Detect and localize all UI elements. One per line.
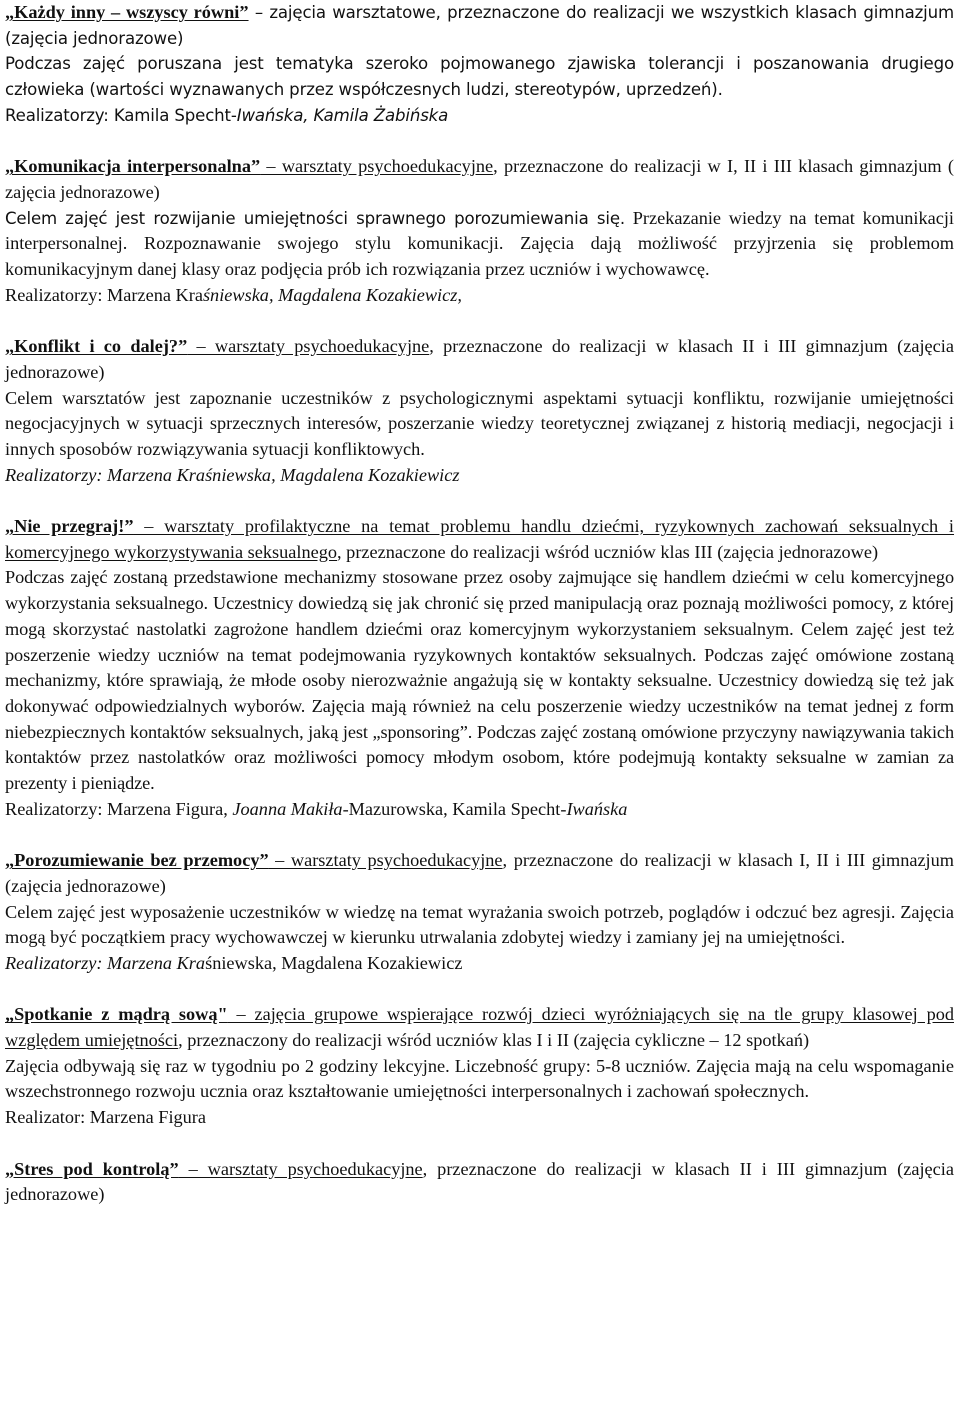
workshop-description: , przeznaczone do realizacji wśród uczniów klas III (zajęcia jednorazowe) [337, 541, 879, 562]
workshop-header [5, 1157, 954, 1208]
workshop-komunikacja [5, 154, 954, 308]
workshop-description: – zajęcia warsztatowe, przeznaczone do realizacji we wszystkich klasach gimnazjum (zajęcia jednorazowe) [5, 3, 955, 48]
workshop-description: , przeznaczone do realizacji w klasach II i III gimnazjum (zajęcia jednorazowe) [5, 1158, 954, 1205]
workshop-title: „Komunikacja interpersonalna” [5, 156, 261, 177]
workshop-body: Podczas zajęć zostaną przedstawione mechanizmy stosowane przez osoby zajmujące się handlem dziećmi w celu komercyjnego wykorzystania seksualnego. Uczestnicy dowiedzą się jak chronić się przed manipulacją oraz poznają możliwości pomocy, z której mogą skorzystać nastolatki zagrożone handlem dziećmi oraz komercyjnym wykorzystaniem seksualnym. Celem zajęć jest też poszerzenie wiedzy uczniów na temat podejmowania ryzykownych kontaktów seksualnych. Podczas zajęć omówione zostaną mechanizmy, które sprawiają, że młode osoby nierozważnie angażują się w kontakty seksualne. Uczestnicy dowiedzą się też jak dokonywać odpowiedzialnych wyborów. Zajęcia mają również na celu poszerzenie wiedzy uczestników na temat jednej z form niebezpiecznych kontaktów seksualnych, jaką jest „sponsoring”. Podczas zajęć zostaną omówione przyczyny nawiązywania takich kontaktów przez nastolatków oraz możliwości pomocy młodym osobom, które podejmują kontakty seksualne w zamian za prezenty i pieniądze. [5, 567, 954, 794]
workshop-realizers: Realizatorzy: Marzena Kraśniewska, Magdalena Kozakiewicz [5, 464, 460, 485]
workshop-title: „Stres pod kontrolą” [5, 1158, 179, 1179]
workshop-realizers [5, 283, 954, 309]
workshop-type: – warsztaty psychoedukacyjne [260, 156, 494, 177]
realizers-text-italic: Joanna Makiła- [232, 798, 349, 819]
workshop-header [5, 848, 954, 899]
workshop-body [5, 206, 954, 283]
workshop-stres [5, 1157, 954, 1208]
workshop-realizers: Realizator: Marzena Figura [5, 1107, 207, 1128]
workshop-body-sans: Celem zajęć jest rozwijanie umiejętności sprawnego porozumiewania się. [5, 208, 626, 228]
workshop-title: „Konflikt i co dalej?” [5, 336, 188, 357]
workshop-kazdy-inny [5, 0, 954, 129]
workshop-type: – warsztaty profilaktyczne na temat problemu handlu dziećmi, ryzykownych zachowań seksualnych i komercyjnego wykorzystywania seksualnego [5, 516, 955, 562]
workshop-realizers [5, 797, 954, 823]
workshop-description: , przeznaczone do realizacji w I, II i III klasach gimnazjum ( zajęcia jednorazowe) [5, 156, 954, 202]
realizers-text-italic: Realizatorzy: Marzena Kra [5, 952, 206, 973]
workshop-madra-sowa [5, 1002, 954, 1131]
workshop-title: „Każdy inny – wszyscy równi” [5, 2, 249, 22]
realizers-text-2: Mazurowska, Kamila Specht- [348, 798, 567, 819]
realizers-text-italic-2: Iwańska [566, 798, 628, 819]
workshop-header [5, 154, 954, 205]
workshop-body: Celem warsztatów jest zapoznanie uczestników z psychologicznymi aspektami sytuacji konfliktu, rozwijanie umiejętności negocjacyjnych w sytuacji sprzecznych interesów, poszerzanie wiedzy teoretycznej związanej z historią mediacji, negocjacji i innych sposobów rozwiązywania sytuacji konfliktowych. [5, 387, 954, 459]
workshop-nie-przegraj [5, 514, 954, 822]
workshop-porozumiewanie [5, 848, 954, 977]
workshop-type: – zajęcia grupowe wspierające rozwój dzieci wyróżniających się na tle grupy klasowej pod względem umiejętności [5, 1004, 954, 1051]
realizers-text-italic: śniewska, Magdalena Kozakiewicz, [202, 284, 462, 305]
workshop-type: – warsztaty psychoedukacyjne [178, 1158, 423, 1179]
workshop-title: „Spotkanie z mądrą sową" [5, 1004, 228, 1025]
workshop-body: Podczas zajęć poruszana jest tematyka szeroko pojmowanego zjawiska tolerancji i poszanowania drugiego człowieka (wartości wyznawanych przez współczesnych ludzi, stereotypów, uprzedzeń). [5, 54, 954, 100]
realizers-text: śniewska, Magdalena Kozakiewicz [205, 952, 463, 973]
realizers-text-italic: Iwańska, Kamila Żabińska [236, 105, 449, 125]
workshop-realizers [5, 103, 954, 129]
workshop-header [5, 1002, 954, 1053]
workshop-header [5, 334, 954, 385]
workshop-description: , przeznaczone do realizacji w klasach II i III gimnazjum (zajęcia jednorazowe) [5, 336, 954, 382]
workshop-description: , przeznaczone do realizacji w klasach I, II i III gimnazjum (zajęcia jednorazowe) [5, 850, 954, 896]
workshop-realizers [5, 951, 954, 977]
workshop-header [5, 0, 954, 51]
workshop-body-serif: Przekazanie wiedzy na temat komunikacji interpersonalnej. Rozpoznawanie swojego stylu komunikacji. Zajęcia dają możliwość przyjrzenia się problemom komunikacyjnym danej klasy oraz podjęcia prób ich rozwiązania przez uczniów i wychowawcę. [5, 207, 954, 280]
workshop-konflikt [5, 334, 954, 488]
workshop-type: – warsztaty psychoedukacyjne [187, 336, 430, 357]
workshop-header [5, 514, 954, 565]
workshop-body: Zajęcia odbywają się raz w tygodniu po 2 godziny lekcyjne. Liczebność grupy: 5-8 uczniów. Zajęcia mają na celu wspomaganie wszechstronnego rozwoju ucznia oraz kształtowanie umiejętności interpersonalnych i zachowań społecznych. [5, 1055, 954, 1102]
workshop-title: „Nie przegraj!” [5, 516, 134, 537]
workshop-type: – warsztaty psychoedukacyjne [268, 850, 503, 871]
workshop-title: „Porozumiewanie bez przemocy” [5, 850, 269, 871]
workshop-body: Celem zajęć jest wyposażenie uczestników w wiedzę na temat wyrażania swoich potrzeb, poglądów i odczuć bez agresji. Zajęcia mogą być początkiem pracy wychowawczej w kierunku utrwalania zdobytej wiedzy i zamiany jej na umiejętności. [5, 901, 954, 948]
realizers-text: Realizatorzy: Marzena Kra [5, 284, 203, 305]
workshop-description: , przeznaczony do realizacji wśród uczniów klas I i II (zajęcia cykliczne – 12 spotkań) [178, 1030, 810, 1051]
realizers-text: Realizatorzy: Marzena Figura, [5, 798, 233, 819]
realizers-text: Realizatorzy: Kamila Specht- [5, 105, 237, 125]
